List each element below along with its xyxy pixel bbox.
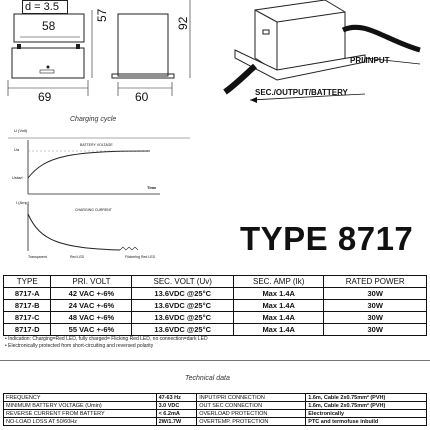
charging-current-label: CHARGING CURRENT [75,208,112,212]
cell: 8717-D [4,324,51,336]
battery-voltage-label: BATTERY VOLTAGE [80,143,113,147]
dim-69: 69 [38,90,52,104]
header-sec-amp: SEC. AMP (Ik) [234,276,324,288]
spec-table [3,275,427,336]
dimension-drawing [0,0,230,112]
i-axis-label: I (Amp) [16,200,30,205]
dim-60: 60 [135,90,149,104]
cell: MINIMUM BATTERY VOLTAGE (Umin) [4,402,157,410]
cell: 8717-A [4,288,51,300]
charging-cycle-caption: Charging cycle [70,116,117,123]
cell: 42 VAC +-6% [51,288,132,300]
cell: 13.6VDC @25°C [132,300,234,312]
umax-label: Ua [14,147,20,152]
table-row [4,418,427,426]
footer-left-label: Transparent [28,255,47,259]
header-type: TYPE [4,276,51,288]
cell: Max 1.4A [234,300,324,312]
cell: REVERSE CURRENT FROM BATTERY [4,410,157,418]
table-row [4,288,427,300]
cell: 3.0 VDC [156,402,197,410]
cell: 24 VAC +-6% [51,300,132,312]
cell: 47-63 Hz [156,394,197,402]
cell: PTC and termofuse inbuild [306,418,427,426]
cell: 30W [324,324,427,336]
header-rated-power: RATED POWER [324,276,427,288]
table-row [4,410,427,418]
cell: NO-LOAD LOSS AT 50/60Hz [4,418,157,426]
d-label: d = 3.5 [22,0,68,14]
cell: 2W/1.7W [156,418,197,426]
page-title: TYPE 8717 [240,220,414,257]
cell: < 6.2mA [156,410,197,418]
ustart-label: Ustart [12,175,23,180]
cell: INPUT/PRI CONNECTION [197,394,306,402]
u-axis-label: U (Volt) [14,128,28,133]
cell: OVERLOAD PROTECTION [197,410,306,418]
cell: Max 1.4A [234,288,324,300]
cell: OUT SEC CONNECTION [197,402,306,410]
table-row [4,394,427,402]
note-indication: • Indication: Charging=Red LED, fully charged= Flicking Red LED, no connection=dark LED [5,336,208,342]
dim-57: 57 [95,8,109,22]
cell: Max 1.4A [234,324,324,336]
cell: 1.6m, Cable 2x0.75mm² (PVH) [306,394,427,402]
cell: 1.6m, Cable 2x0.75mm² (PVH) [306,402,427,410]
dim-58: 58 [42,19,56,33]
cell: Electronically [306,410,427,418]
spec-table-header [4,276,427,288]
cell: 8717-B [4,300,51,312]
cell: 30W [324,300,427,312]
footer-right-label: Flickering Red LED [125,255,156,259]
divider [0,360,430,361]
cell: 8717-C [4,312,51,324]
table-row [4,300,427,312]
technical-table [3,393,427,426]
footer-mid-label: Red LED [70,255,85,259]
table-row [4,312,427,324]
cell: 30W [324,312,427,324]
technical-data-caption: Technical data [185,375,230,382]
time-label: Time [147,185,157,190]
cell: Max 1.4A [234,312,324,324]
dim-92: 92 [176,16,190,30]
cell: 13.6VDC @25°C [132,312,234,324]
sec-output-label: SEC./OUTPUT/BATTERY [255,88,348,97]
cell: 48 VAC +-6% [51,312,132,324]
table-row [4,324,427,336]
cell: 13.6VDC @25°C [132,324,234,336]
header-sec-volt: SEC. VOLT (Uv) [132,276,234,288]
cell: OVERTEMP. PROTECTION [197,418,306,426]
header-pri-volt: PRI. VOLT [51,276,132,288]
cell: 30W [324,288,427,300]
cell: 55 VAC +-6% [51,324,132,336]
pri-input-label: PRI/INPUT [350,56,390,65]
table-row [4,402,427,410]
cell: 13.6VDC @25°C [132,288,234,300]
cell: FREQUENCY [4,394,157,402]
note-protection: • Electronically protected from short-circuiting and reversed polarity [5,343,154,349]
